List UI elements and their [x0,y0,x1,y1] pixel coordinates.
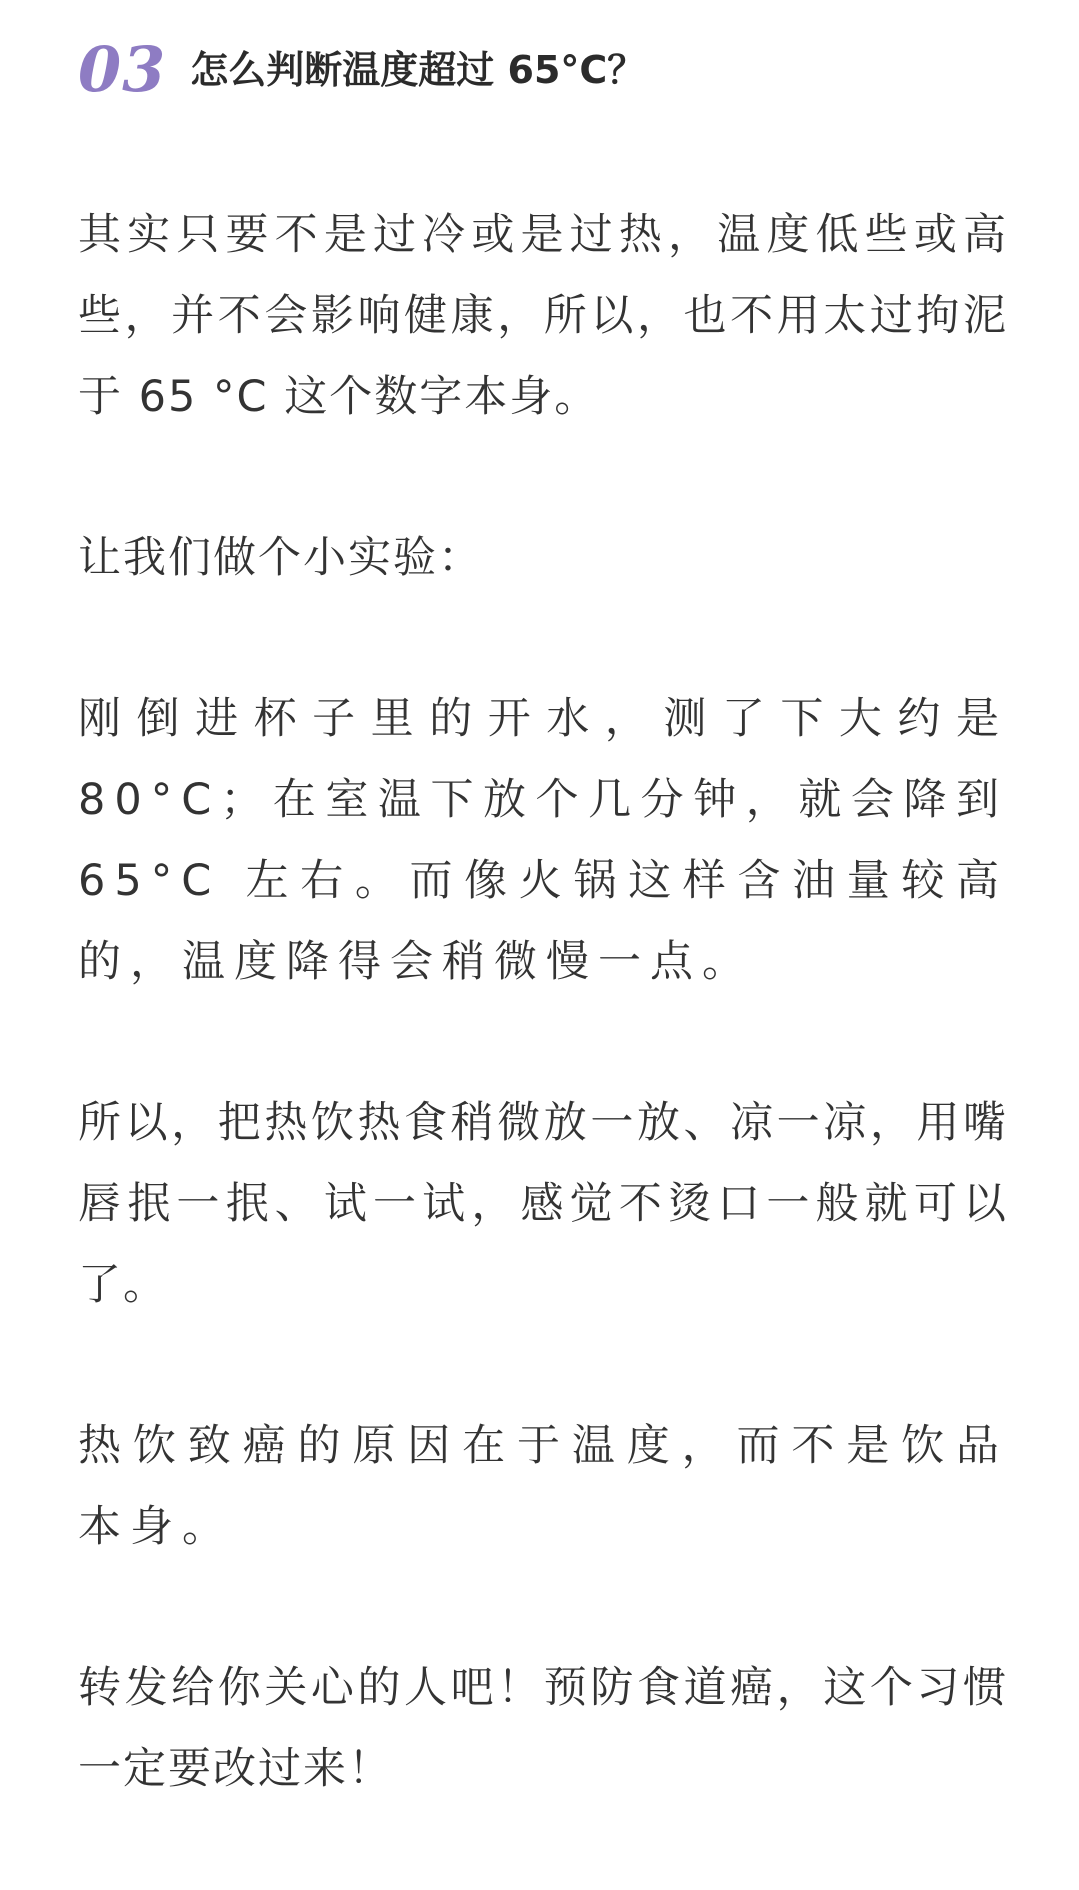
section-number: 03 [78,33,167,106]
paragraph-share-call: 转发给你关心的人吧！预防食道癌，这个习惯一定要改过来！ [78,1663,1008,1794]
paragraph-cause: 热饮致癌的原因在于温度，而不是饮品本身。 [78,1421,1008,1552]
paragraph-temperature-intro: 其实只要不是过冷或是过热，温度低些或高些，并不会影响健康，所以，也不用太过拘泥于 65 °C 这个数字本身。 [78,210,1008,422]
paragraph-advice: 所以，把热饮热食稍微放一放、凉一凉，用嘴唇抿一抿、试一试，感觉不烫口一般就可以了。 [78,1098,1008,1310]
article-body [78,195,1008,1890]
paragraph-experiment-lead: 让我们做个小实验： [78,533,483,583]
paragraph-experiment-details: 刚倒进杯子里的开水，测了下大约是 80°C；在室温下放个几分钟，就会降到 65°C 左右。而像火锅这样含油量较高的，温度降得会稍微慢一点。 [78,694,1008,987]
section-header [78,30,645,110]
section-title: 怎么判断温度超过 65°C？ [190,48,646,92]
